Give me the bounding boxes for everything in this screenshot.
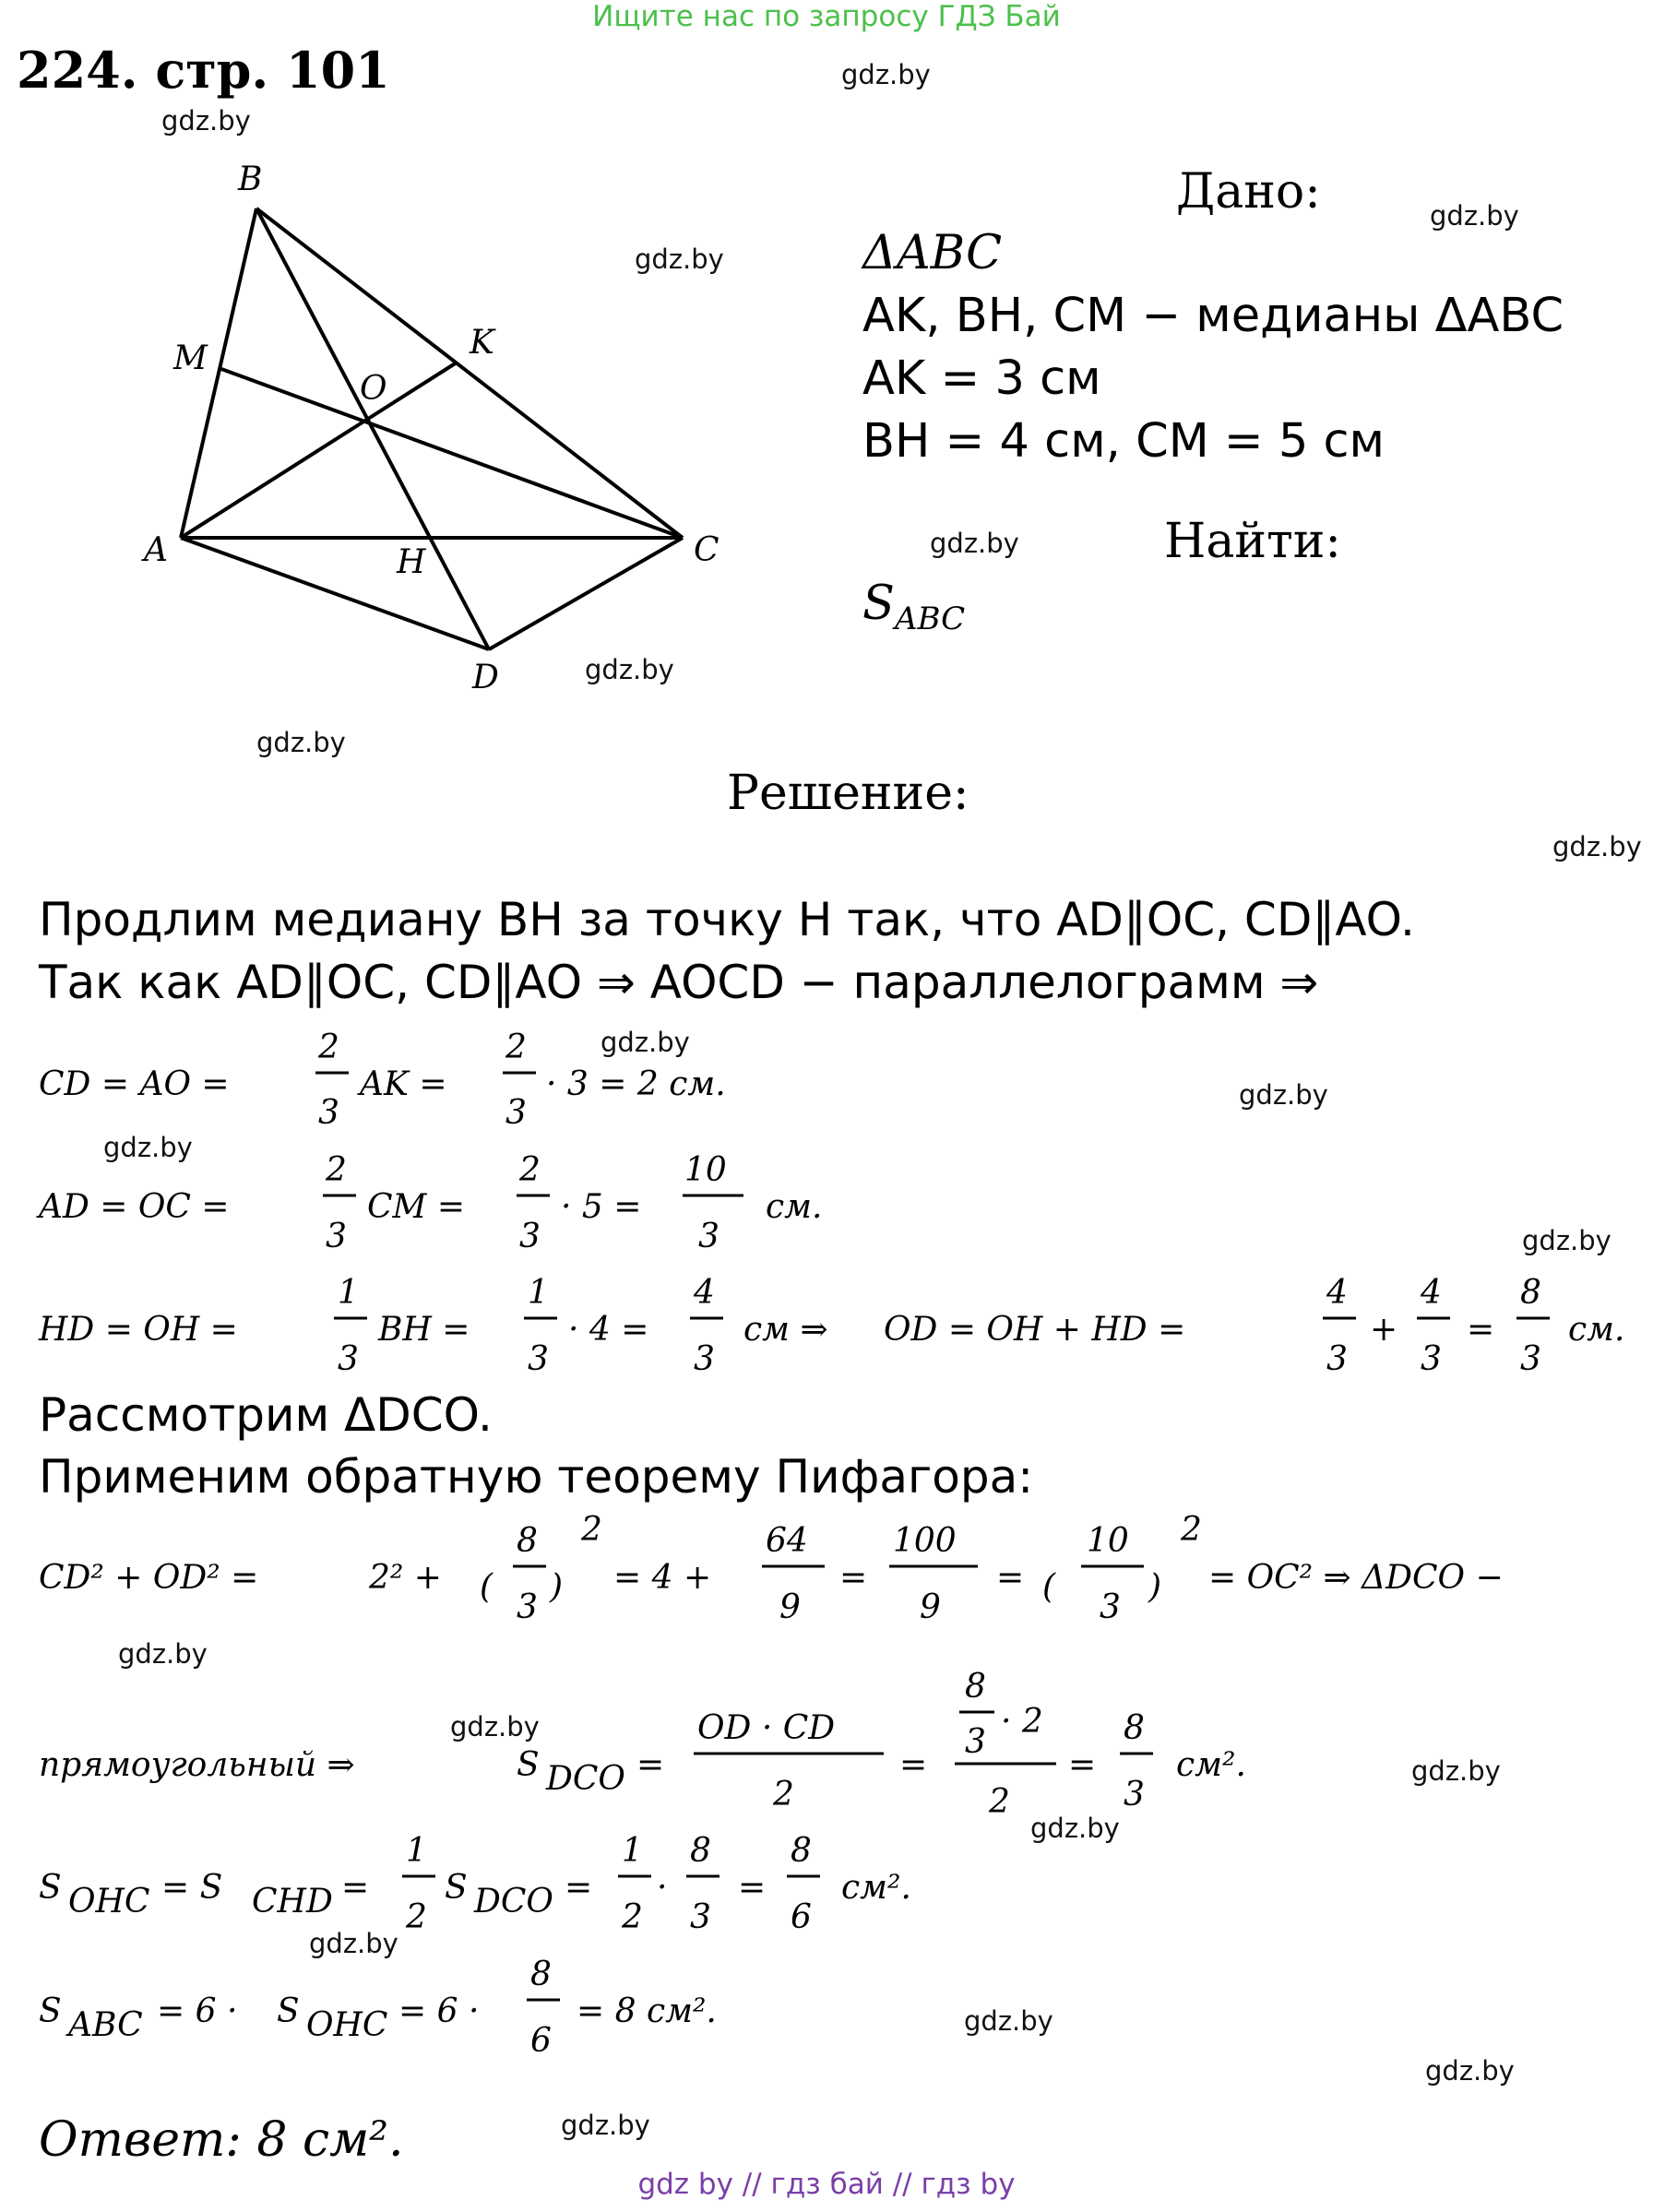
svg-text:см.: см. <box>766 1188 823 1226</box>
svg-text:8: 8 <box>530 1956 552 1993</box>
solution-line-4: Применим обратную теорему Пифагора: <box>39 1450 1034 1504</box>
point-label-H: H <box>397 543 426 581</box>
bottom-banner: gdz by // гдз бай // гдз by <box>637 2168 1016 2201</box>
top-banner: Ищите нас по запросу ГДЗ Бай <box>592 0 1061 33</box>
point-label-A: A <box>144 531 168 569</box>
watermark: gdz.by <box>1552 831 1642 862</box>
svg-text:8: 8 <box>1124 1709 1145 1747</box>
watermark: gdz.by <box>585 654 674 685</box>
svg-text:1: 1 <box>406 1832 427 1870</box>
svg-text:1: 1 <box>338 1274 359 1312</box>
watermark: gdz.by <box>118 1638 208 1670</box>
svg-text:см².: см². <box>841 1869 911 1907</box>
svg-text:2² +: 2² + <box>369 1559 442 1597</box>
svg-text:=: = <box>341 1869 370 1907</box>
svg-text:10: 10 <box>1087 1522 1129 1560</box>
svg-text:AK =: AK = <box>360 1065 447 1103</box>
svg-text:): ) <box>550 1568 564 1606</box>
watermark: gdz.by <box>635 244 724 275</box>
svg-text:2: 2 <box>505 1029 527 1066</box>
svg-text:2: 2 <box>519 1151 541 1189</box>
svg-text:3: 3 <box>698 1218 719 1255</box>
solution-line-1: Продлим медиану BH за точку H так, что AD∥OC, CD∥AO. <box>39 893 1415 946</box>
svg-text:8: 8 <box>517 1522 538 1560</box>
svg-text:= 6 ·: = 6 · <box>157 1992 238 2030</box>
svg-text:CD = AO =: CD = AO = <box>39 1065 230 1103</box>
svg-text:3: 3 <box>318 1094 339 1132</box>
svg-text:= 4 +: = 4 + <box>613 1559 712 1597</box>
svg-text:1: 1 <box>528 1274 549 1312</box>
right-triangle-text: прямоугольный ⇒ <box>39 1746 355 1784</box>
segment-BC <box>256 208 683 538</box>
svg-text:ABC: ABC <box>68 2006 143 2044</box>
svg-text:9: 9 <box>920 1588 941 1626</box>
svg-text:OHC: OHC <box>68 1883 150 1921</box>
svg-text:2: 2 <box>622 1898 643 1936</box>
svg-text:8: 8 <box>965 1668 986 1706</box>
watermark: gdz.by <box>601 1027 690 1058</box>
svg-text:3: 3 <box>690 1898 711 1936</box>
svg-text:+: + <box>1370 1311 1398 1349</box>
watermark: gdz.by <box>1522 1225 1611 1256</box>
svg-text:BH =: BH = <box>378 1311 470 1349</box>
given-line-2: AK, BH, CM − медианы ΔABC <box>862 289 1564 343</box>
svg-text:100: 100 <box>893 1522 957 1560</box>
equations-block-1 <box>0 1005 1653 1393</box>
given-line-1: ΔABC <box>862 226 1003 280</box>
svg-text:3: 3 <box>694 1340 715 1378</box>
svg-text:· 2: · 2 <box>1001 1703 1043 1741</box>
watermark: gdz.by <box>256 727 346 758</box>
svg-text:10: 10 <box>684 1151 727 1189</box>
svg-text:=: = <box>1068 1746 1097 1784</box>
svg-text:2: 2 <box>318 1029 339 1066</box>
svg-text:8: 8 <box>791 1832 812 1870</box>
watermark: gdz.by <box>1030 1813 1120 1844</box>
point-label-M: M <box>173 339 208 377</box>
watermark: gdz.by <box>1425 2055 1515 2087</box>
svg-text:3: 3 <box>519 1218 541 1255</box>
point-label-D: D <box>472 659 499 696</box>
svg-text:=: = <box>839 1559 868 1597</box>
segment-CM <box>221 369 683 538</box>
svg-text:=: = <box>565 1869 593 1907</box>
svg-text:2: 2 <box>1181 1511 1202 1549</box>
svg-text:см.: см. <box>1568 1311 1625 1349</box>
svg-text:S: S <box>39 1869 62 1907</box>
svg-text:3: 3 <box>965 1723 986 1761</box>
svg-text:2: 2 <box>581 1511 602 1549</box>
svg-text:4: 4 <box>694 1274 715 1312</box>
svg-text:3: 3 <box>517 1588 538 1626</box>
svg-text:см².: см². <box>1176 1746 1246 1784</box>
svg-text:OD · CD: OD · CD <box>697 1709 836 1747</box>
svg-text:DCO: DCO <box>546 1760 625 1798</box>
svg-text:OHC: OHC <box>306 2006 388 2044</box>
point-label-C: C <box>694 531 719 569</box>
svg-text:=: = <box>996 1559 1025 1597</box>
watermark: gdz.by <box>161 105 251 137</box>
svg-text:= 8 см².: = 8 см². <box>577 1992 717 2030</box>
svg-text:64: 64 <box>766 1522 808 1560</box>
svg-text:3: 3 <box>1100 1588 1121 1626</box>
given-line-3: AK = 3 см <box>862 351 1101 406</box>
watermark: gdz.by <box>561 2110 650 2141</box>
svg-text:3: 3 <box>1520 1340 1541 1378</box>
watermark: gdz.by <box>1411 1755 1501 1787</box>
svg-text:см ⇒: см ⇒ <box>743 1311 828 1349</box>
svg-text:3: 3 <box>1124 1776 1145 1814</box>
given-heading: Дано: <box>1176 164 1321 220</box>
svg-text:=: = <box>636 1746 665 1784</box>
svg-text:6: 6 <box>530 2022 552 2060</box>
svg-text:=: = <box>899 1746 928 1784</box>
svg-text:2: 2 <box>989 1783 1010 1821</box>
svg-text:8: 8 <box>1520 1274 1541 1312</box>
watermark: gdz.by <box>1239 1079 1328 1111</box>
segment-CD <box>489 538 683 649</box>
svg-text:S: S <box>277 1992 300 2030</box>
solution-line-3: Рассмотрим ΔDCO. <box>39 1388 493 1442</box>
svg-text:3: 3 <box>338 1340 359 1378</box>
svg-text:6: 6 <box>791 1898 812 1936</box>
watermark: gdz.by <box>103 1132 193 1163</box>
svg-text:2: 2 <box>773 1776 794 1814</box>
triangle-figure <box>0 0 830 701</box>
svg-text:=: = <box>1467 1311 1495 1349</box>
solution-line-2: Так как AD∥OC, CD∥AO ⇒ AOCD − параллелограмм ⇒ <box>39 956 1319 1009</box>
svg-text:8: 8 <box>690 1832 711 1870</box>
watermark: gdz.by <box>841 59 931 90</box>
equations-block-2 <box>0 1504 1653 2094</box>
svg-text:(: ( <box>1042 1568 1056 1606</box>
svg-text:2: 2 <box>326 1151 347 1189</box>
svg-text:3: 3 <box>326 1218 347 1255</box>
watermark: gdz.by <box>309 1928 398 1959</box>
answer: Ответ: 8 см². <box>39 2112 404 2168</box>
svg-text:· 3 = 2 см.: · 3 = 2 см. <box>546 1065 726 1103</box>
svg-text:): ) <box>1148 1568 1162 1606</box>
svg-text:CHD: CHD <box>252 1883 333 1921</box>
svg-text:4: 4 <box>1421 1274 1442 1312</box>
segment-BD <box>256 208 489 649</box>
svg-text:DCO: DCO <box>474 1883 553 1921</box>
point-label-O: O <box>360 370 387 408</box>
svg-text:AD = OC =: AD = OC = <box>39 1188 230 1226</box>
svg-text:· 5 =: · 5 = <box>561 1188 642 1226</box>
svg-text:3: 3 <box>528 1340 549 1378</box>
given-line-4: BH = 4 см, CM = 5 см <box>862 414 1385 469</box>
svg-text:= OC² ⇒ ΔDCO −: = OC² ⇒ ΔDCO − <box>1208 1559 1504 1597</box>
svg-text:4: 4 <box>1326 1274 1348 1312</box>
svg-text:1: 1 <box>622 1832 643 1870</box>
svg-text:CD² + OD² =: CD² + OD² = <box>39 1559 259 1597</box>
svg-text:3: 3 <box>505 1094 527 1132</box>
svg-text:=: = <box>738 1869 767 1907</box>
segment-AD <box>181 538 489 649</box>
svg-text:S: S <box>517 1746 540 1784</box>
find-value: $S_{ABC}$ <box>862 577 966 638</box>
find-heading: Найти: <box>1164 514 1341 569</box>
svg-text:2: 2 <box>406 1898 427 1936</box>
svg-text:(: ( <box>480 1568 494 1606</box>
watermark: gdz.by <box>964 2005 1053 2037</box>
svg-text:CM =: CM = <box>367 1188 466 1226</box>
solution-heading: Решение: <box>727 766 969 821</box>
watermark: gdz.by <box>1430 200 1519 232</box>
svg-text:HD = OH =: HD = OH = <box>39 1311 238 1349</box>
point-label-K: K <box>470 324 494 362</box>
problem-title: 224. стр. 101 <box>17 41 390 100</box>
svg-text:3: 3 <box>1421 1340 1442 1378</box>
point-label-B: B <box>238 161 263 198</box>
svg-text:= S: = S <box>161 1869 223 1907</box>
svg-text:·: · <box>657 1869 668 1907</box>
svg-text:OD = OH + HD =: OD = OH + HD = <box>884 1311 1186 1349</box>
svg-text:= 6 ·: = 6 · <box>398 1992 480 2030</box>
svg-text:S: S <box>445 1869 468 1907</box>
svg-text:3: 3 <box>1326 1340 1348 1378</box>
watermark: gdz.by <box>930 528 1019 559</box>
svg-text:S: S <box>39 1992 62 2030</box>
watermark: gdz.by <box>450 1711 540 1742</box>
svg-text:· 4 =: · 4 = <box>568 1311 649 1349</box>
svg-text:9: 9 <box>779 1588 801 1626</box>
